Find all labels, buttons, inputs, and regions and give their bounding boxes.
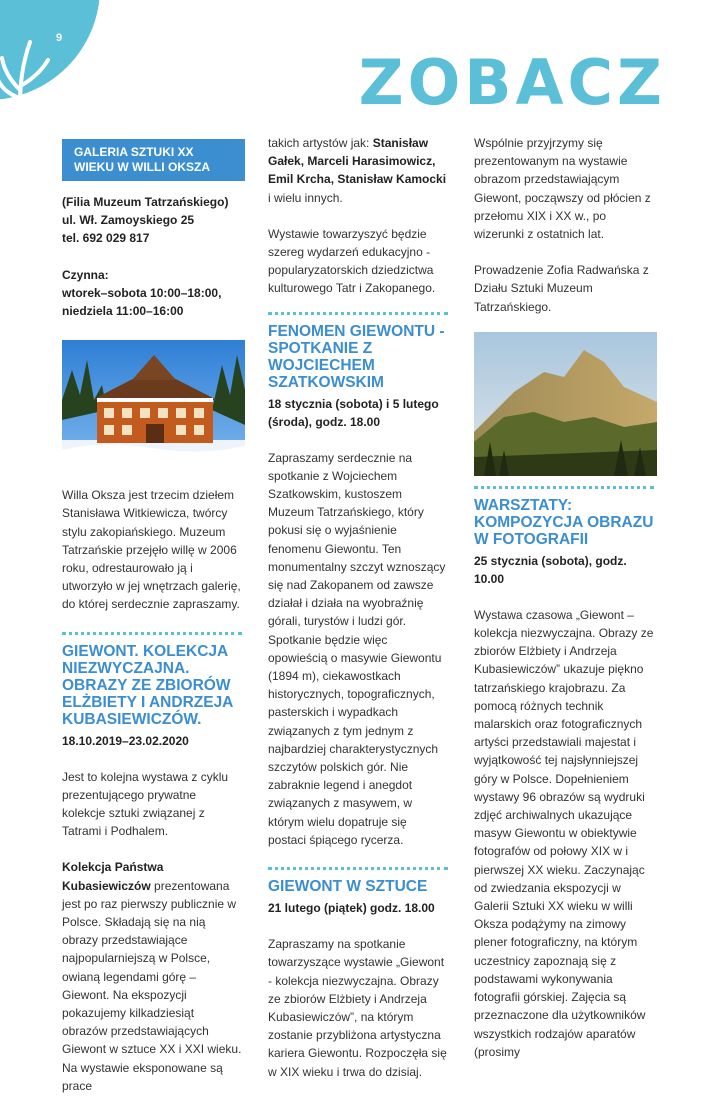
artists-paragraph	[268, 134, 448, 207]
villa-description: Willa Oksza jest trzecim dziełem Stanisława Witkiewicza, twórcy stylu zakopiańskiego. Muzeum Tatrzańskie przejęło willę w 2006 roku, odrestaurowało ją i utworzyło w jej wnętrzach galerię, do której serdecznie zapraszamy.	[62, 488, 241, 612]
collection-text: prezentowana jest po raz pierwszy publicznie w Polsce. Składają się na nią obrazy przedstawiające najpopularniejszą w Polsce, owianą legendami górę – Giewont. Na ekspozycji pokazujemy kilkadziesiąt obrazów przedstawiających Giewont w sztuce XX i XXI wieku. Na wystawie eksponowane są prace	[62, 878, 242, 1093]
leaf-icon	[0, 30, 63, 110]
dotted-divider	[268, 867, 448, 870]
event1-heading: FENOMEN GIEWONTU - SPOTKANIE Z WOJCIECHEM SZATKOWSKIM	[268, 322, 445, 391]
gallery-address: (Filia Muzeum Tatrzańskiego) ul. Wł. Zamoyskiego 25 tel. 692 029 817	[62, 195, 229, 246]
artists-prefix: takich artystów jak:	[268, 136, 373, 150]
villa-photo	[62, 340, 245, 470]
event2-date: 21 lutego (piątek) godz. 18.00	[268, 901, 435, 916]
exhibit-collection	[62, 858, 242, 1095]
event3-heading: WARSZTATY: KOMPOZYCJA OBRAZU W FOTOGRAFII	[474, 496, 654, 548]
paintings-paragraph: Wspólnie przyjrzymy się prezentowanym na wystawie obrazom przedstawiającym Giewont, począwszy od płócien z przełomu XIX i XX w., po wizerunki z ostatnich lat.	[474, 136, 651, 242]
page-number: 9	[56, 32, 63, 44]
artists-names: Stanisław Gałek, Marceli Harasimowicz, Emil Krcha, Stanisław Kamocki	[268, 136, 447, 187]
exhibit-dates: 18.10.2019–23.02.2020	[62, 733, 189, 748]
collection-name: Kolekcja Państwa Kubasiewiczów	[62, 860, 164, 893]
artists-suffix: i wielu innych.	[268, 190, 343, 205]
event3-description: Wystawa czasowa „Giewont – kolekcja niezwyczajna. Obrazy ze zbiorów Elżbiety i Andrzeja Kubasiewiczów” ukazuje piękno tatrzańskiego krajobrazu. Za pomocą różnych technik malarskich oraz fotograficznych artyści przedstawiali majestat i wyjątkowość tej najsłynniejszej góry w Polsce. Dopełnieniem wystawy 96 obrazów są wydruki zdjęć archiwalnych ukazujące masyw Giewontu w obiektywie fotografów od połowy XIX w i pierwszej XX wieku. Zaczynając od zwiedzania ekspozycji w Galerii Sztuki XX wieku w willi Oksza podążymy na zimowy plener fotograficzny, na którym uczestnicy zapoznają się z podstawami wykonywania fotografii górskiej. Zajęcia są przeznaczone dla użytkowników wszystkich rodzajów aparatów (prosimy	[474, 607, 654, 1059]
column-2	[268, 134, 448, 1099]
gallery-label: GALERIA SZTUKI XX WIEKU W WILLI OKSZA	[62, 139, 245, 181]
page-title: ZOBACZ	[358, 46, 666, 119]
event3-date: 25 stycznia (sobota), godz. 10.00	[474, 553, 627, 586]
event1-date: 18 stycznia (sobota) i 5 lutego (środa), godz. 18.00	[268, 396, 439, 429]
gallery-hours: Czynna: wtorek–sobota 10:00–18:00, niedziela 11:00–16:00	[62, 267, 222, 319]
event2-heading: GIEWONT W SZTUCE	[268, 878, 428, 896]
column-3	[474, 134, 654, 1061]
mountain-photo	[474, 332, 657, 476]
events-intro: Wystawie towarzyszyć będzie szereg wydarzeń edukacyjno -popularyzatorskich dziedzictwa kulturowego Tatr i Zakopanego.	[268, 226, 436, 296]
event2-description: Zapraszamy na spotkanie towarzyszące wystawie „Giewont - kolekcja niezwyczajna. Obrazy ze zbiorów Elżbiety i Andrzeja Kubasiewiczów”, na którym zostanie przybliżona artystyczna kariera Giewontu. Rozpoczęła się w XIX wieku i trwa do dzisiaj.	[268, 937, 447, 1079]
dotted-divider	[62, 632, 242, 635]
dotted-divider	[474, 486, 654, 489]
event1-description: Zapraszamy serdecznie na spotkanie z Wojciechem Szatkowskim, kustoszem Muzeum Tatrzańskiego, który pokusi się o wyjaśnienie fenomenu Giewontu. Ten monumentalny szczyt wznoszący się nad Zakopanem od zawsze działał i działa na wyobraźnię górali, turystów i ludzi gór. Spotkanie będzie więc opowieścią o masywie Giewontu (1894 m), ciekawostkach historycznych, topograficznych, pasterskich i wypadkach związanych z tym jednym z najbardziej charakterystycznych szczytów polskich gór. Nie zabraknie legend i anegdot związanych z masywem, w którym wielu dopatruje się postaci śpiącego rycerza.	[268, 450, 446, 847]
host-paragraph: Prowadzenie Zofia Radwańska z Działu Sztuki Muzeum Tatrzańskiego.	[474, 263, 649, 314]
exhibit-intro: Jest to kolejna wystawa z cyklu prezentującego prywatne kolekcje sztuki związanej z Tatrami i Podhalem.	[62, 769, 229, 839]
column-1	[62, 134, 242, 1095]
exhibit-heading: GIEWONT. KOLEKCJA NIEZWYCZAJNA. OBRAZY ZE ZBIORÓW ELŻBIETY I ANDRZEJA KUBASIEWICZÓW.	[62, 642, 233, 728]
dotted-divider	[268, 312, 448, 315]
